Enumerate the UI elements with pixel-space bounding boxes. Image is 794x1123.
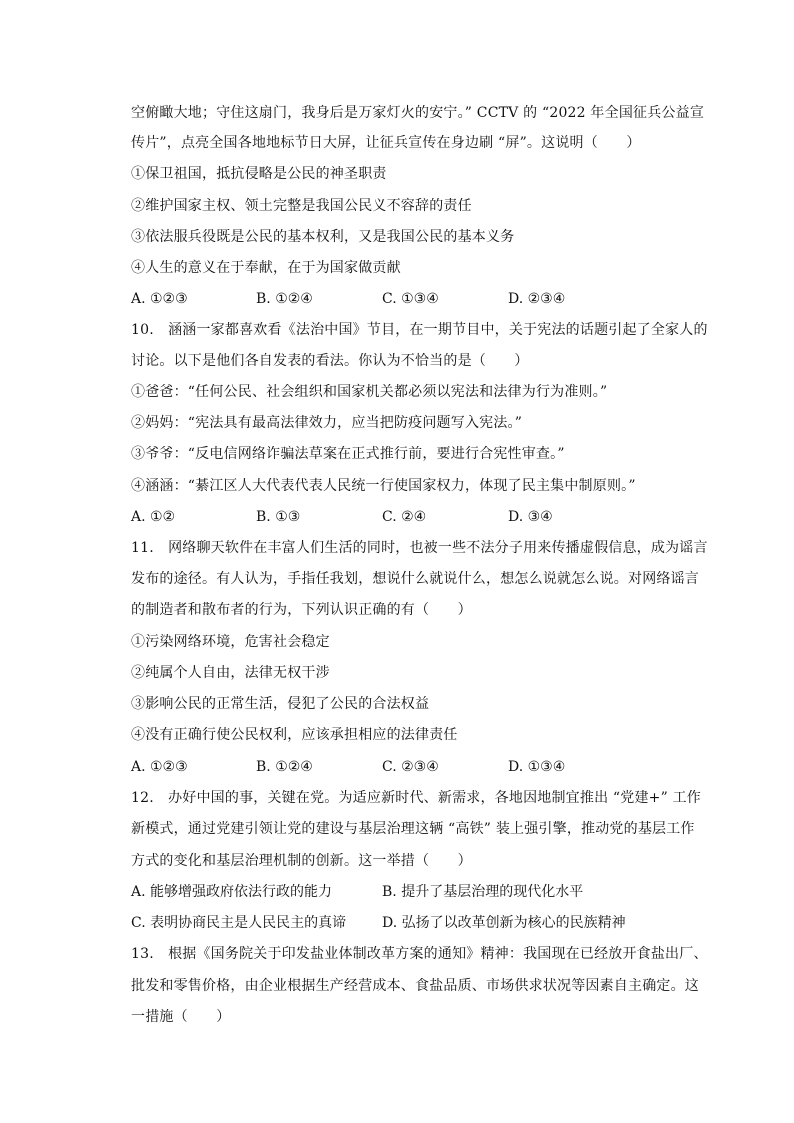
q9-item: ④人生的意义在于奉献，在于为国家做贡献: [131, 260, 401, 276]
q11-option-d[interactable]: D. ①③④: [508, 759, 566, 775]
q10-item: ①爸爸：“任何公民、社会组织和国家机关都必须以宪法和法律为行为准则。”: [131, 384, 608, 400]
q12-stem-line: 12. 办好中国的事，关键在党。为适应新时代、新需求，各地因地制宜推出 “党建+” 工作: [131, 790, 702, 806]
q10-item: ④涵涵：“綦江区人大代表代表人民统一行使国家权力，体现了民主集中制原则。”: [131, 478, 636, 494]
q12-option-c[interactable]: C. 表明协商民主是人民民主的真谛: [131, 915, 347, 931]
q9-option-c[interactable]: C. ①③④: [382, 291, 439, 307]
q11-option-c[interactable]: C. ②③④: [382, 759, 439, 775]
q10-option-d[interactable]: D. ③④: [508, 509, 553, 525]
q9-item: ①保卫祖国，抵抗侵略是公民的神圣职责: [131, 166, 387, 182]
q13-stem-line: 批发和零售价格，由企业根据生产经营成本、食盐品质、市场供求状况等因素自主确定。这: [131, 978, 699, 994]
q9-option-a[interactable]: A. ①②③: [131, 291, 188, 307]
q11-stem-line: 11. 网络聊天软件在丰富人们生活的同时，也被一些不法分子用来传播虚假信息，成为谣言: [131, 540, 708, 556]
q9-item: ②维护国家主权、领土完整是我国公民义不容辞的责任: [131, 198, 472, 214]
q12-option-a[interactable]: A. 能够增强政府依法行政的能力: [131, 884, 333, 900]
q10-option-b[interactable]: B. ①③: [256, 509, 301, 525]
q11-item: ②纯属个人自由，法律无权干涉: [131, 665, 330, 681]
q12-options-row-2: [131, 913, 731, 933]
q11-stem-line: 的制造者和散布者的行为，下列认识正确的有（ ）: [131, 602, 472, 618]
q11-option-a[interactable]: A. ①②③: [131, 759, 188, 775]
q10-stem-line: 讨论。以下是他们各自发表的看法。你认为不恰当的是（ ）: [131, 353, 529, 369]
q11-option-b[interactable]: B. ①②④: [256, 759, 313, 775]
q10-stem-line: 10. 涵涵一家都喜欢看《法治中国》节目，在一期节目中，关于宪法的话题引起了全家人的: [131, 322, 708, 338]
q11-item: ③影响公民的正常生活，侵犯了公民的合法权益: [131, 696, 430, 712]
q12-option-d[interactable]: D. 弘扬了以改革创新为核心的民族精神: [382, 915, 626, 931]
q9-stem-line: 空俯瞰大地；守住这扇门，我身后是万家灯火的安宁。” CCTV 的 “2022 年全国征兵公益宣: [131, 105, 705, 121]
q12-options-row-1: [131, 882, 731, 902]
q13-stem-line: 一措施（ ）: [131, 1009, 231, 1025]
q10-option-a[interactable]: A. ①②: [131, 509, 176, 525]
q10-item: ③爷爷：“反电信网络诈骗法草案在正式推行前，要进行合宪性审查。”: [131, 446, 565, 462]
q9-option-d[interactable]: D. ②③④: [508, 291, 566, 307]
q11-item: ①污染网络环境，危害社会稳定: [131, 634, 330, 650]
q13-stem-line: 13. 根据《国务院关于印发盐业体制改革方案的通知》精神：我国现在已经放开食盐出厂、: [131, 946, 708, 962]
q9-options: [131, 289, 731, 309]
q11-item: ④没有正确行使公民权利，应该承担相应的法律责任: [131, 727, 458, 743]
q10-item: ②妈妈：“宪法具有最高法律效力，应当把防疫问题写入宪法。”: [131, 415, 523, 431]
q12-stem-line: 方式的变化和基层治理机制的创新。这一举措（ ）: [131, 853, 472, 869]
q12-option-b[interactable]: B. 提升了基层治理的现代化水平: [382, 884, 584, 900]
q10-option-c[interactable]: C. ②④: [382, 509, 427, 525]
q9-item: ③依法服兵役既是公民的基本权利，又是我国公民的基本义务: [131, 229, 515, 245]
q9-stem-line: 传片”，点亮全国各地地标节日大屏，让征兵宣传在身边刷 “屏”。这说明（ ）: [131, 135, 641, 151]
q9-option-b[interactable]: B. ①②④: [256, 291, 313, 307]
q11-options: [131, 757, 731, 777]
q11-stem-line: 发布的途径。有人认为，手指任我划，想说什么就说什么，想怎么说就怎么说。对网络谣言: [131, 571, 699, 587]
q10-options: [131, 507, 731, 527]
q12-stem-line: 新模式，通过党建引领让党的建设与基层治理这辆 “高铁” 装上强引擎，推动党的基层工作: [131, 821, 695, 837]
